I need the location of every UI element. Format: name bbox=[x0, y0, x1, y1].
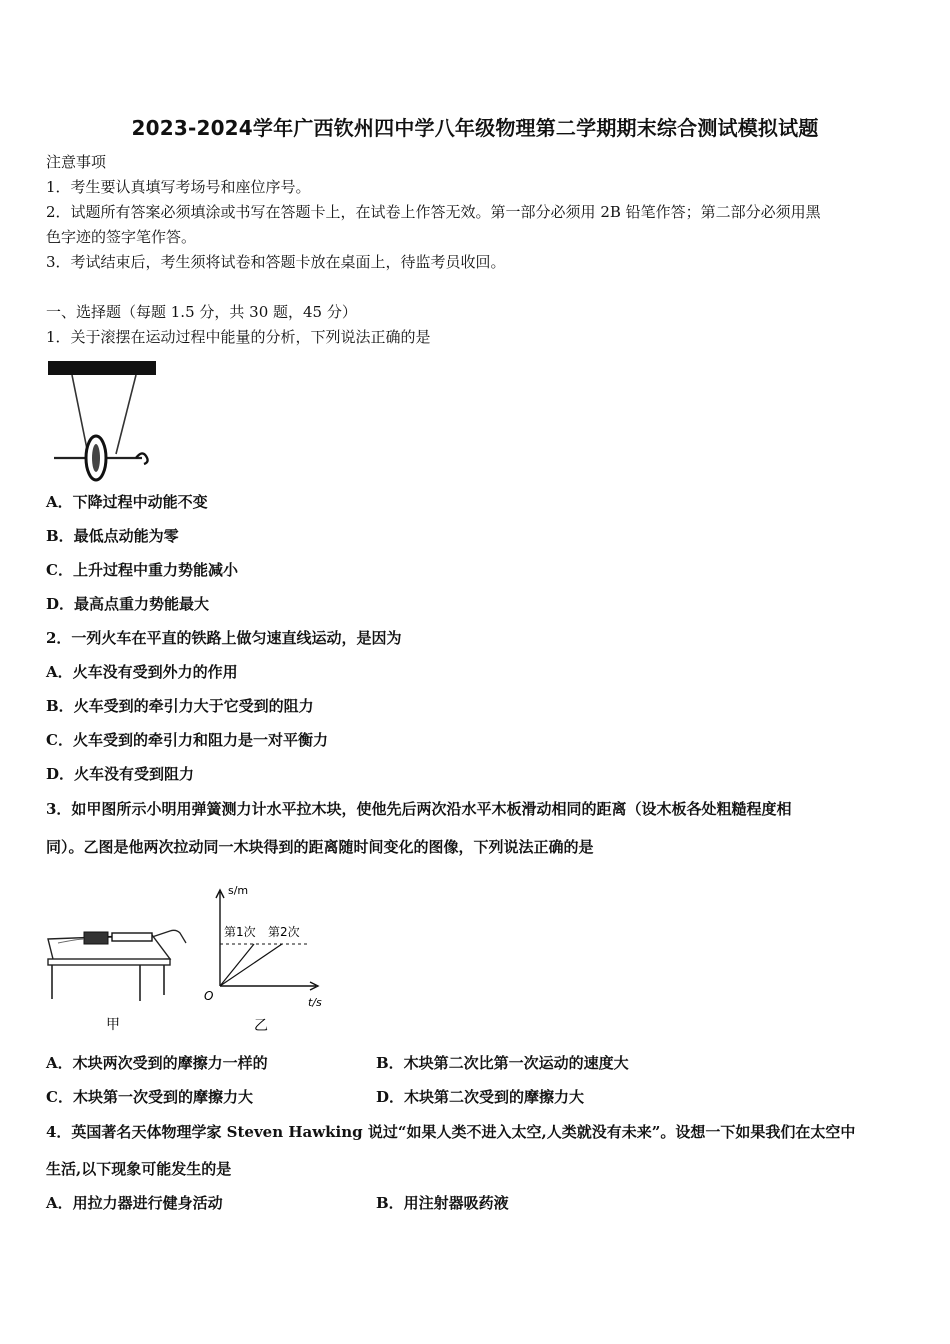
question-1-option[interactable]: A．下降过程中动能不变 bbox=[46, 493, 208, 511]
page-title: 2023-2024学年广西钦州四中学八年级物理第二学期期末综合测试模拟试题 bbox=[131, 116, 819, 140]
graph-series-1-label: 第1次 bbox=[224, 925, 256, 939]
question-4-option[interactable]: A．用拉力器进行健身活动 bbox=[46, 1194, 223, 1212]
distance-time-graph bbox=[198, 882, 330, 1038]
graph-x-axis-label: t/s bbox=[308, 996, 322, 1009]
graph-y-axis-label: s/m bbox=[228, 884, 249, 897]
question-3-option[interactable]: A．木块两次受到的摩擦力一样的 bbox=[46, 1054, 268, 1072]
figure-label-jia: 甲 bbox=[106, 1017, 120, 1033]
question-2-stem: 2．一列火车在平直的铁路上做匀速直线运动，是因为 bbox=[46, 629, 402, 647]
graph-origin-label: O bbox=[204, 989, 214, 1003]
question-3-stem: 3．如甲图所示小明用弹簧测力计水平拉木块，使他先后两次沿水平木板滑动相同的距离（设木板各处粗糙程度相 bbox=[46, 800, 792, 818]
question-4-option[interactable]: B．用注射器吸药液 bbox=[376, 1194, 509, 1212]
rolling-pendulum-figure bbox=[44, 358, 160, 482]
figure-label-yi: 乙 bbox=[254, 1018, 268, 1034]
graph-series-2-label: 第2次 bbox=[268, 925, 300, 939]
question-3-option[interactable]: D．木块第二次受到的摩擦力大 bbox=[376, 1088, 585, 1106]
section-heading: 一、选择题（每题 1.5 分，共 30 题，45 分） bbox=[46, 303, 357, 321]
notice-heading: 注意事项 bbox=[46, 153, 107, 171]
question-1-option[interactable]: D．最高点重力势能最大 bbox=[46, 595, 210, 613]
question-2-option[interactable]: D．火车没有受到阻力 bbox=[46, 765, 195, 783]
question-3-option[interactable]: C．木块第一次受到的摩擦力大 bbox=[46, 1088, 253, 1106]
question-1-option[interactable]: B．最低点动能为零 bbox=[46, 527, 179, 545]
question-1-option[interactable]: C．上升过程中重力势能减小 bbox=[46, 561, 238, 579]
spring-scale-table-figure bbox=[44, 915, 194, 1035]
question-3-stem: 同）。乙图是他两次拉动同一木块得到的距离随时间变化的图像，下列说法正确的是 bbox=[46, 838, 594, 856]
question-1-stem: 1．关于滚摆在运动过程中能量的分析，下列说法正确的是 bbox=[46, 328, 431, 346]
question-2-option[interactable]: C．火车受到的牵引力和阻力是一对平衡力 bbox=[46, 731, 328, 749]
notice-item: 1．考生要认真填写考场号和座位序号。 bbox=[46, 178, 311, 196]
question-4-stem: 4．英国著名天体物理学家 Steven Hawking 说过“如果人类不进入太空,人类就没有未来”。设想一下如果我们在太空中 bbox=[46, 1123, 856, 1141]
question-4-stem: 生活,以下现象可能发生的是 bbox=[46, 1160, 232, 1178]
question-2-option[interactable]: A．火车没有受到外力的作用 bbox=[46, 663, 238, 681]
notice-item: 色字迹的签字笔作答。 bbox=[46, 228, 197, 246]
notice-item: 2．试题所有答案必须填涂或书写在答题卡上，在试卷上作答无效。第一部分必须用 2B 铅笔作答；第二部分必须用黑 bbox=[46, 203, 821, 221]
notice-item: 3．考试结束后，考生须将试卷和答题卡放在桌面上，待监考员收回。 bbox=[46, 253, 506, 271]
question-2-option[interactable]: B．火车受到的牵引力大于它受到的阻力 bbox=[46, 697, 314, 715]
question-3-option[interactable]: B．木块第二次比第一次运动的速度大 bbox=[376, 1054, 629, 1072]
